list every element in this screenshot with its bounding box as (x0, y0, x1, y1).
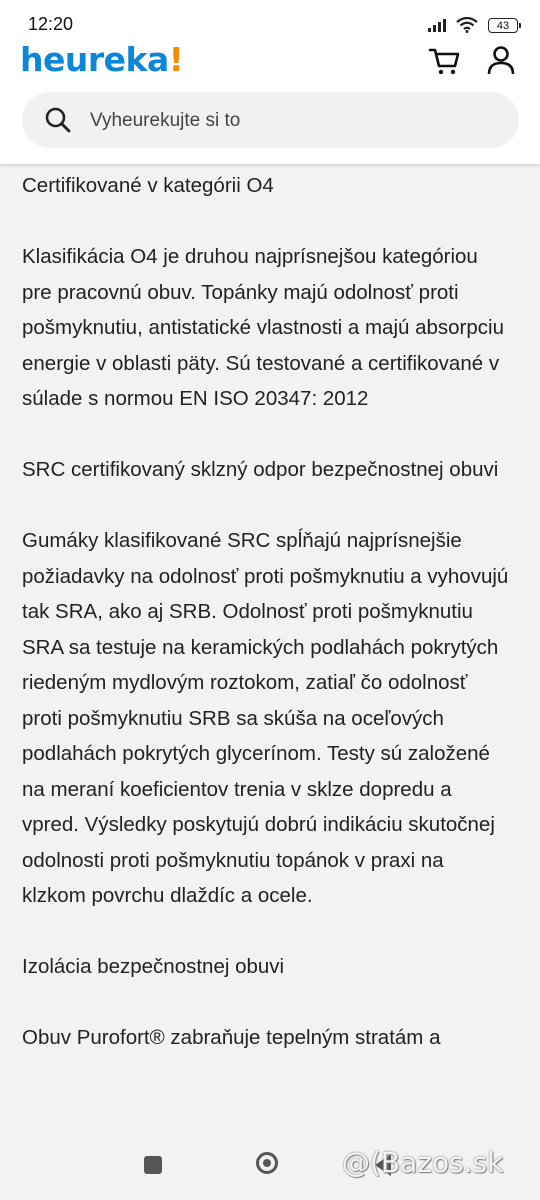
search-bar[interactable] (22, 92, 519, 148)
app-header (0, 40, 540, 164)
description-paragraph: Izolácia bezpečnostnej obuvi (22, 955, 285, 978)
battery-icon: 43 (488, 18, 518, 33)
description-paragraph: Klasifikácia O4 je druhou najprísnejšou kategóriou pre pracovnú obuv. Topánky majú odolnosť proti pošmyknutiu, antistatické vlastnosti a majú absorpciu energie v oblasti päty. Sú testované a certifikované v súlade s normou EN ISO 20347: 2012 (22, 245, 504, 410)
cart-icon[interactable] (428, 46, 462, 76)
search-input[interactable] (88, 102, 492, 140)
logo-bang: ! (168, 40, 184, 79)
product-description (22, 168, 512, 1138)
recents-button[interactable] (144, 1156, 162, 1174)
description-paragraph: Obuv Purofort® zabraňuje tepelným stratám a (22, 1026, 441, 1049)
home-button[interactable] (256, 1152, 278, 1174)
user-icon[interactable] (485, 44, 517, 76)
wifi-icon (456, 17, 478, 33)
heureka-logo[interactable] (20, 40, 183, 79)
logo-text: heureka (20, 40, 169, 79)
description-paragraph: Gumáky klasifikované SRC spĺňajú najprísnejšie požiadavky na odolnosť proti pošmyknutiu a vyhovujú tak SRA, ako aj SRB. Odolnosť proti pošmyknutiu SRA sa testuje na keramických podlahách pokrytých riedeným mydlovým roztokom, zatiaľ čo odolnosť proti pošmyknutiu SRB sa skúša na oceľových podlahách pokrytých glycerínom. Testy sú založené na meraní koeficientov trenia v sklze dopredu a vpred. Výsledky poskytujú dobrú indikáciu skutočnej odolnosti proti pošmyknutiu topánok v praxi na klzkom povrchu dlaždíc a ocele. (22, 529, 509, 907)
status-time: 12:20 (28, 14, 74, 34)
status-bar (0, 0, 540, 44)
search-icon[interactable] (44, 106, 72, 134)
description-paragraph: Certifikované v kategórii O4 (22, 174, 274, 197)
system-nav-bar (0, 1136, 540, 1200)
signal-icon (428, 18, 446, 32)
status-icons (428, 16, 518, 34)
bazos-watermark: @(Bazos.sk (342, 1146, 504, 1179)
description-paragraph: SRC certifikovaný sklzný odpor bezpečnostnej obuvi (22, 458, 499, 481)
